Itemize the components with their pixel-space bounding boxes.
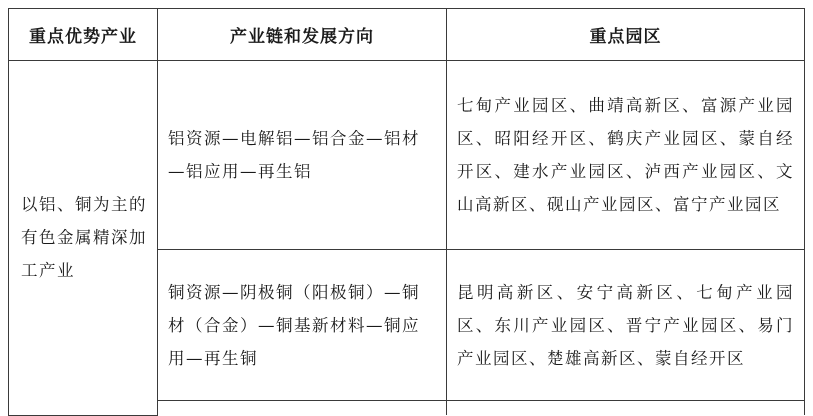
continuation-cell — [447, 401, 805, 416]
industry-table — [8, 8, 805, 416]
table-row — [9, 61, 805, 250]
parks-cell — [447, 250, 805, 401]
chain-text-aluminum: 铝资源—电解铝—铝合金—铝材—铝应用—再生铝 — [168, 129, 420, 181]
header-key-parks: 重点园区 — [447, 9, 805, 61]
header-key-industry: 重点优势产业 — [9, 9, 158, 61]
chain-cell — [158, 61, 447, 250]
chain-cell — [158, 250, 447, 401]
chain-text-copper: 铜资源—阴极铜（阳极铜）—铜材（合金）—铜基新材料—铜应用—再生铜 — [168, 282, 420, 368]
parks-text-aluminum: 七甸产业园区、曲靖高新区、富源产业园区、昭阳经开区、鹤庆产业园区、蒙自经开区、建水产业园区、泸西产业园区、文山高新区、砚山产业园区、富宁产业园区 — [457, 96, 794, 214]
table-header-row — [9, 9, 805, 61]
industry-cell — [9, 61, 158, 416]
continuation-cell — [158, 401, 447, 416]
parks-cell — [447, 61, 805, 250]
header-chain-direction: 产业链和发展方向 — [158, 9, 447, 61]
industry-text: 以铝、铜为主的有色金属精深加工产业 — [21, 195, 147, 281]
parks-text-copper: 昆明高新区、安宁高新区、七甸产业园区、东川产业园区、晋宁产业园区、易门产业园区、楚雄高新区、蒙自经开区 — [457, 282, 794, 368]
